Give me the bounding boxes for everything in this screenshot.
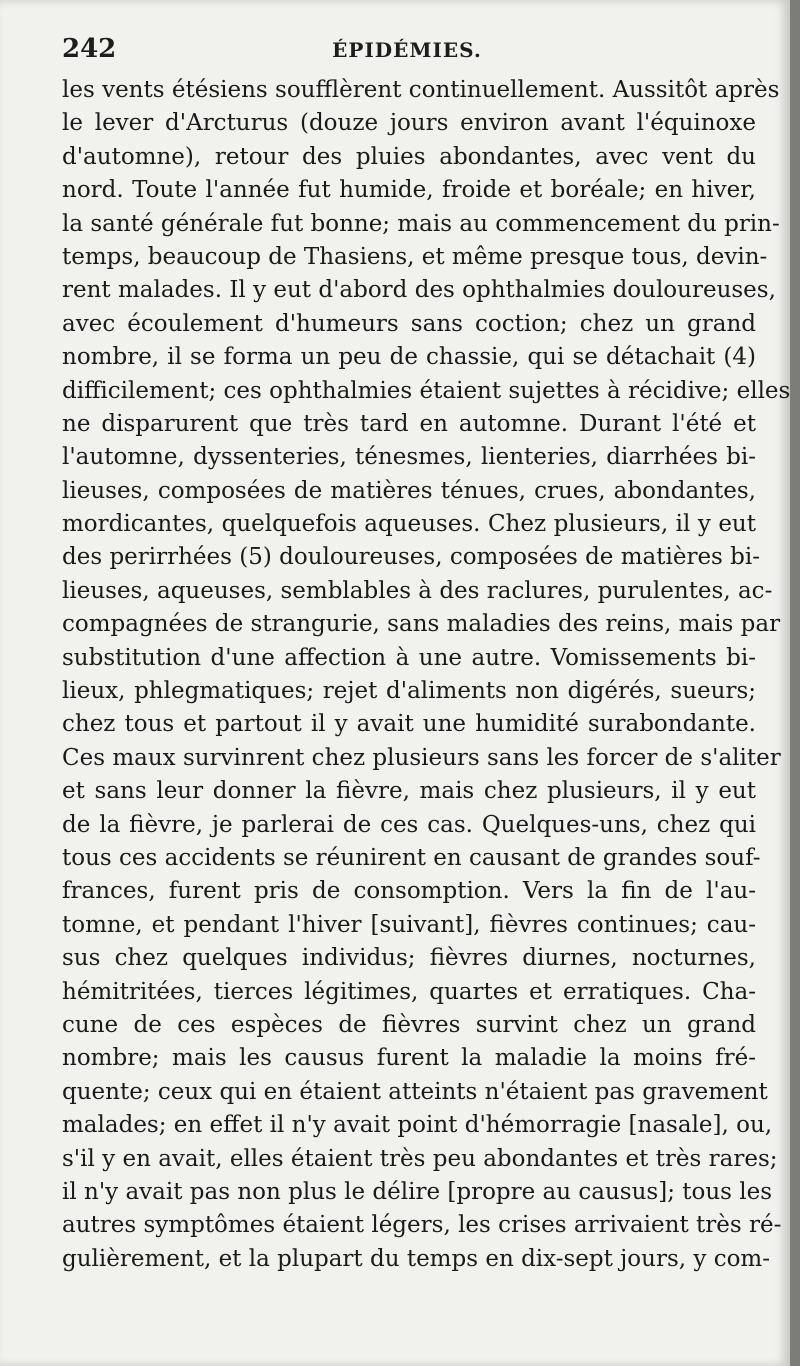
text-line: cune de ces espèces de fièvres survint chez un grand bbox=[62, 1011, 756, 1038]
text-line: de la fièvre, je parlerai de ces cas. Quelques-uns, chez qui bbox=[62, 811, 756, 838]
text-line: d'automne), retour des pluies abondantes, avec vent du bbox=[62, 143, 756, 170]
page-number: 242 bbox=[62, 34, 117, 64]
text-line: quente; ceux qui en étaient atteints n'étaient pas gravement bbox=[62, 1078, 768, 1105]
text-line: lieuses, composées de matières ténues, crues, abondantes, bbox=[62, 477, 756, 504]
text-line: gulièrement, et la plupart du temps en dix-sept jours, y com- bbox=[62, 1245, 771, 1272]
page-header bbox=[62, 34, 752, 74]
text-line: la santé générale fut bonne; mais au commencement du prin- bbox=[62, 210, 780, 237]
text-line: substitution d'une affection à une autre. Vomissements bi- bbox=[62, 644, 756, 671]
text-line: autres symptômes étaient légers, les crises arrivaient très ré- bbox=[62, 1212, 782, 1239]
text-line: les vents étésiens soufflèrent continuellement. Aussitôt après bbox=[62, 77, 780, 103]
text-line: hémitritées, tierces légitimes, quartes et erratiques. Cha- bbox=[62, 978, 756, 1005]
text-line: tous ces accidents se réunirent en causant de grandes souf- bbox=[62, 844, 761, 871]
text-line: et sans leur donner la fièvre, mais chez plusieurs, il y eut bbox=[62, 778, 756, 805]
running-title: ÉPIDÉMIES. bbox=[332, 38, 482, 62]
text-line: il n'y avait pas non plus le délire [propre au causus]; tous les bbox=[62, 1178, 773, 1205]
text-line: ne disparurent que très tard en automne. Durant l'été et bbox=[62, 410, 756, 437]
text-line: le lever d'Arcturus (douze jours environ avant l'équinoxe bbox=[62, 110, 756, 137]
text-line: tomne, et pendant l'hiver [suivant], fièvres continues; cau- bbox=[62, 911, 756, 938]
text-line: chez tous et partout il y avait une humidité surabondante. bbox=[62, 711, 756, 738]
text-line: des perirrhées (5) douloureuses, composées de matières bi- bbox=[62, 544, 761, 571]
text-line: nord. Toute l'année fut humide, froide et boréale; en hiver, bbox=[62, 177, 756, 204]
text-line: lieuses, aqueuses, semblables à des raclures, purulentes, ac- bbox=[62, 577, 773, 604]
text-line: s'il y en avait, elles étaient très peu abondantes et très rares; bbox=[62, 1145, 778, 1172]
page-edge-shadow bbox=[790, 0, 800, 1366]
text-line: rent malades. Il y eut d'abord des ophthalmies douloureuses, bbox=[62, 277, 776, 304]
body-text bbox=[62, 74, 791, 1276]
text-line: l'automne, dyssenteries, ténesmes, lienteries, diarrhées bi- bbox=[62, 444, 756, 471]
text-line: Ces maux survinrent chez plusieurs sans les forcer de s'aliter bbox=[62, 744, 781, 771]
text-line: malades; en effet il n'y avait point d'hémorragie [nasale], ou, bbox=[62, 1112, 773, 1139]
text-line: lieux, phlegmatiques; rejet d'aliments non digérés, sueurs; bbox=[62, 678, 756, 705]
text-line: nombre, il se forma un peu de chassie, qui se détachait (4) bbox=[62, 344, 756, 371]
text-line: mordicantes, quelquefois aqueuses. Chez plusieurs, il y eut bbox=[62, 511, 756, 538]
text-line: avec écoulement d'humeurs sans coction; chez un grand bbox=[62, 310, 756, 337]
text-line: temps, beaucoup de Thasiens, et même presque tous, devin- bbox=[62, 243, 768, 270]
text-line: compagnées de strangurie, sans maladies des reins, mais par bbox=[62, 611, 781, 638]
text-line: difficilement; ces ophthalmies étaient sujettes à récidive; elles bbox=[62, 377, 791, 404]
text-line: nombre; mais les causus furent la maladie la moins fré- bbox=[62, 1045, 756, 1072]
text-line: sus chez quelques individus; fièvres diurnes, nocturnes, bbox=[62, 945, 756, 972]
text-line: frances, furent pris de consomption. Vers la fin de l'au- bbox=[62, 878, 756, 905]
